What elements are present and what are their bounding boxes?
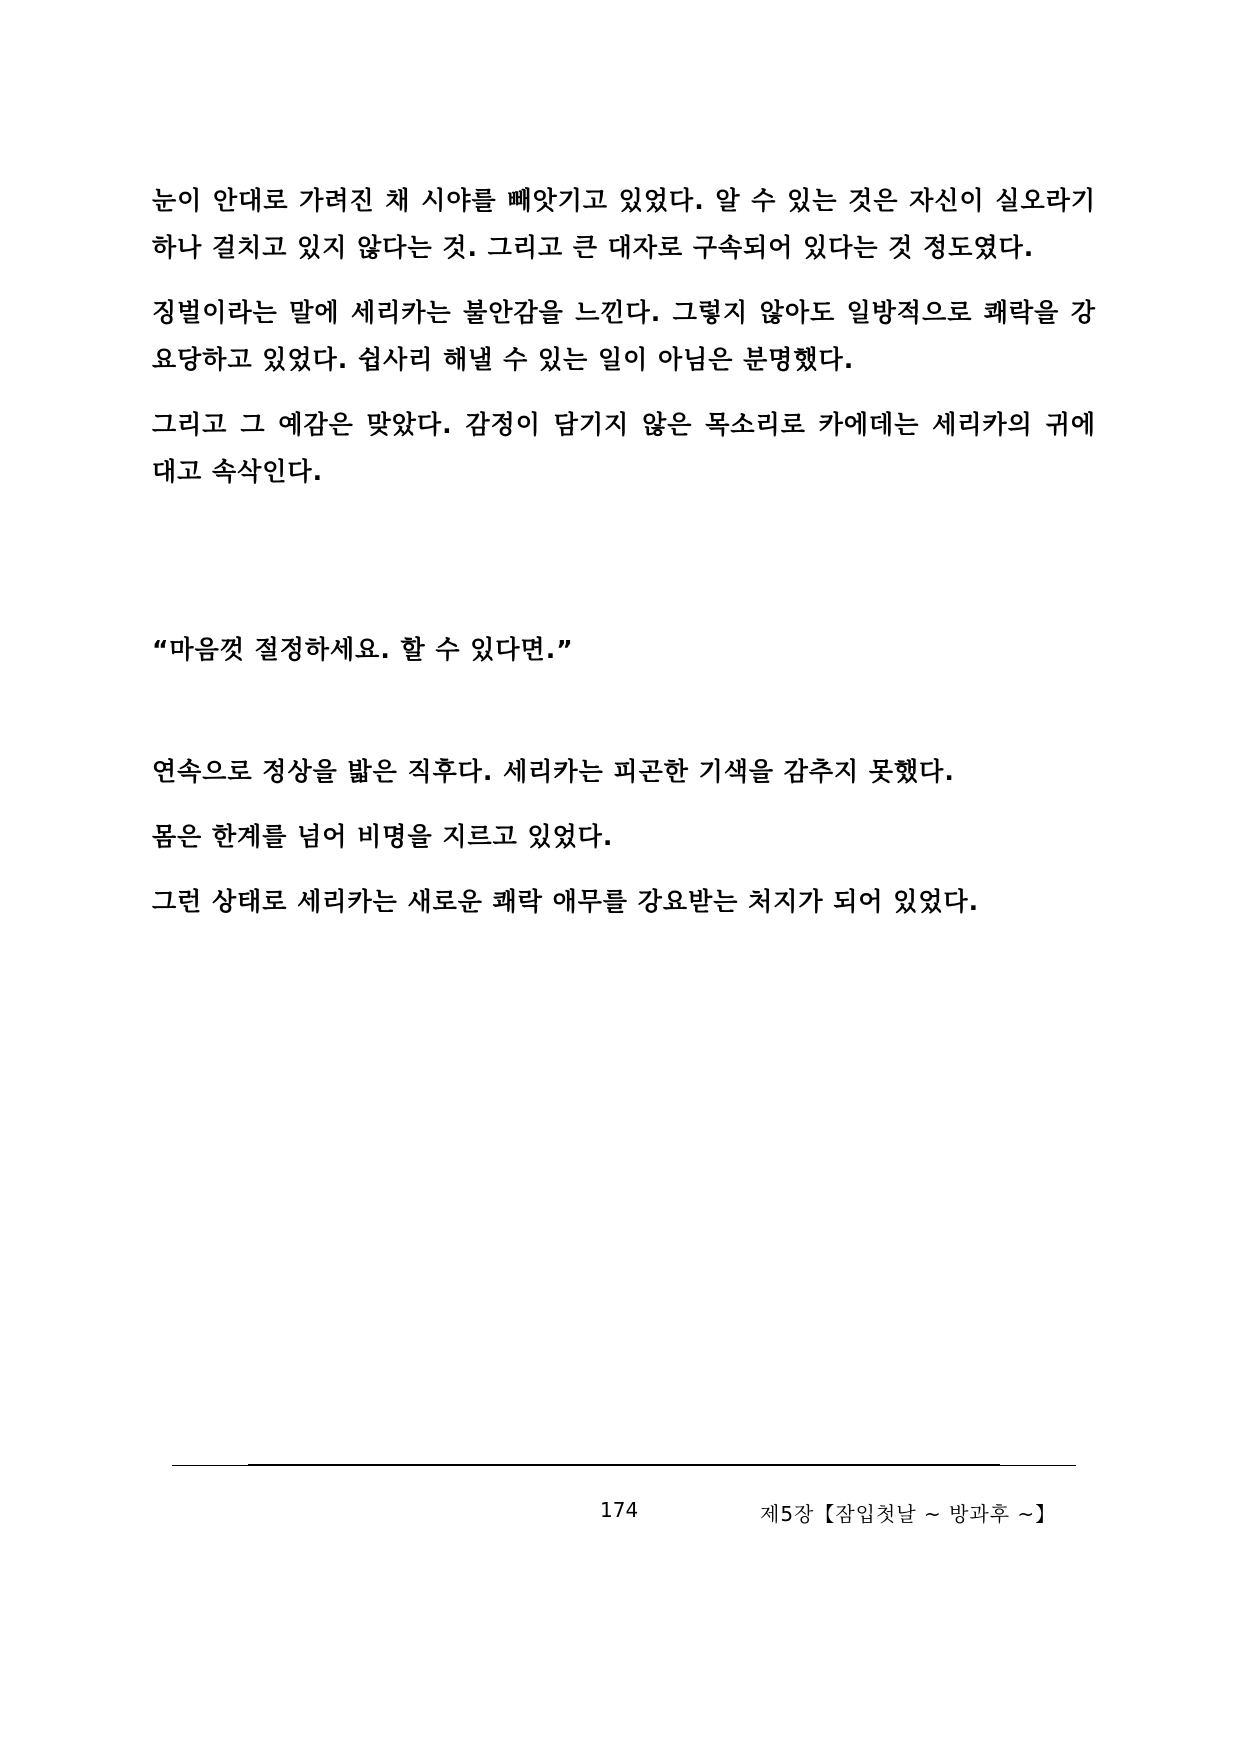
paragraph: 그리고 그 예감은 맞았다. 감정이 담기지 않은 목소리로 카에데는 세리카의 귀에 대고 속삭인다. bbox=[152, 410, 1096, 486]
footer-rule-accent bbox=[248, 1464, 1000, 1466]
paragraph: 몸은 한계를 넘어 비명을 지르고 있었다. bbox=[152, 822, 614, 851]
paragraph-gap bbox=[152, 860, 1096, 878]
paragraph-gap bbox=[152, 795, 1096, 813]
paragraph: 눈이 안대로 가려진 채 시야를 빼앗기고 있었다. 알 수 있는 것은 자신이 실오라기 하나 걸치고 있지 않다는 것. 그리고 큰 대자로 구속되어 있다는 것 정도였다. bbox=[152, 186, 1096, 262]
dialogue-block bbox=[152, 626, 1096, 673]
body-text-continued bbox=[152, 748, 1096, 925]
chapter-title: 제5장【잠입첫날 ~ 방과후 ~】 bbox=[760, 1502, 1057, 1526]
page-number: 174 bbox=[600, 1498, 639, 1522]
paragraph-gap bbox=[152, 271, 1096, 289]
paragraph: 징벌이라는 말에 세리카는 불안감을 느낀다. 그렇지 않아도 일방적으로 쾌락을 강요당하고 있었다. 쉽사리 해낼 수 있는 일이 아님은 분명했다. bbox=[152, 298, 1096, 374]
dialogue-line: “마음껏 절정하세요. 할 수 있다면.” bbox=[152, 635, 574, 664]
paragraph-gap bbox=[152, 383, 1096, 401]
paragraph: 연속으로 정상을 밟은 직후다. 세리카는 피곤한 기색을 감추지 못했다. bbox=[152, 757, 955, 786]
paragraph: 그런 상태로 세리카는 새로운 쾌락 애무를 강요받는 처지가 되어 있었다. bbox=[152, 887, 980, 916]
body-text bbox=[152, 177, 1096, 495]
